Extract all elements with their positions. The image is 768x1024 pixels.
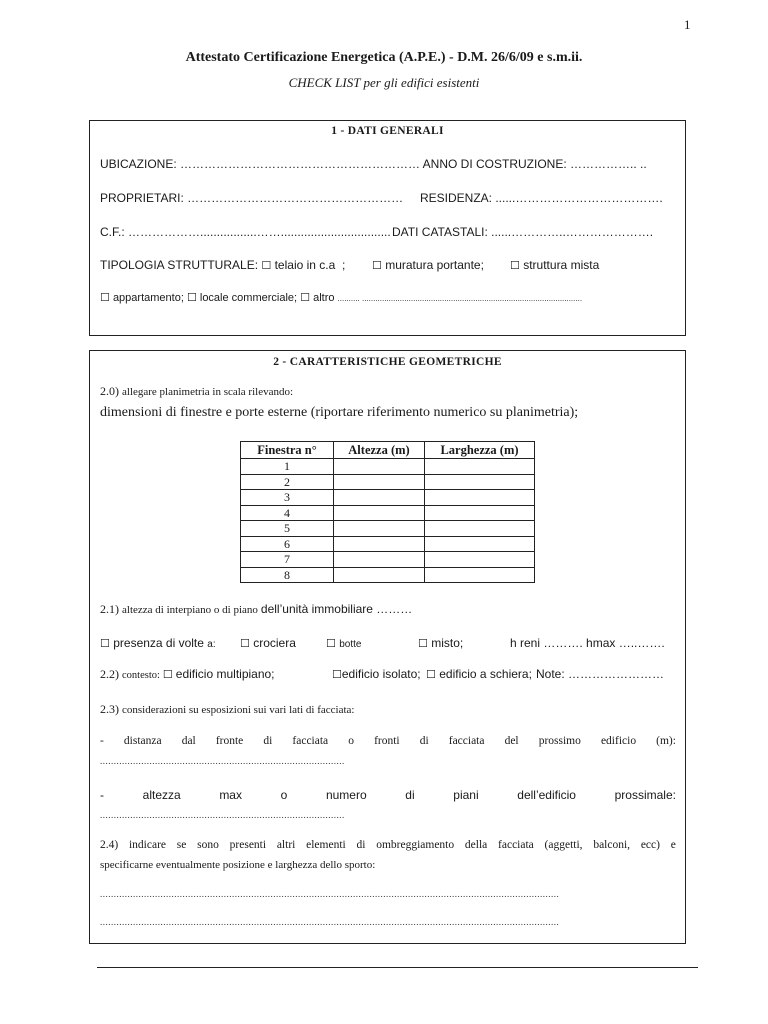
word: di — [263, 735, 273, 747]
checkbox-icon[interactable]: ☐ — [162, 668, 173, 681]
altezza-dots[interactable]: ......................................................................................... — [100, 810, 345, 820]
table-row: 8 — [241, 567, 535, 583]
section-title: 1 - DATI GENERALI — [331, 125, 444, 137]
item-2-4-line2: specificarne eventualmente posizione e larghezza dello sporto: — [100, 859, 376, 871]
item-2-4-line1 — [100, 839, 676, 851]
option-misto: ☐ misto; — [418, 636, 464, 650]
altezza-cell[interactable] — [334, 536, 425, 552]
table-row: 6 — [241, 536, 535, 552]
word: presenti — [229, 839, 267, 851]
item-2-0-detail: dimensioni di finestre e porte esterne (riportare riferimento numerico su planimetria); — [100, 405, 579, 420]
word: sono — [197, 839, 219, 851]
larghezza-cell[interactable] — [425, 521, 535, 537]
altezza-cell[interactable] — [334, 552, 425, 568]
word: dal — [181, 735, 196, 747]
checkbox-icon[interactable]: ☐ — [100, 291, 110, 304]
word: elementi — [306, 839, 346, 851]
checkbox-icon[interactable]: ☐ — [300, 291, 311, 304]
word: altezza — [142, 788, 181, 802]
tipologia-label: TIPOLOGIA STRUTTURALE: — [100, 258, 259, 272]
word: 2.4) — [100, 839, 119, 851]
distanza-row — [100, 735, 676, 747]
larghezza-cell[interactable] — [425, 567, 535, 583]
checkbox-icon[interactable]: ☐ — [326, 637, 336, 650]
larghezza-cell[interactable] — [425, 505, 535, 521]
word: (aggetti, — [544, 839, 583, 851]
dots-line[interactable]: ....................................................................................................................................................................... — [100, 889, 560, 899]
larghezza-cell[interactable] — [425, 552, 535, 568]
word: dell’edificio — [517, 788, 576, 802]
word: prossimale: — [614, 788, 676, 802]
checkbox-icon[interactable]: ☐ — [510, 259, 520, 272]
larghezza-cell[interactable] — [425, 459, 535, 475]
table-row: 5 — [241, 521, 535, 537]
option-locale: locale commerciale; — [199, 292, 298, 304]
section-caratteristiche-geometriche — [89, 350, 686, 944]
word: piani — [453, 788, 479, 802]
word: fronti — [374, 735, 400, 747]
checkbox-icon[interactable]: ☐ — [332, 668, 342, 681]
residenza-field[interactable]: RESIDENZA: ......………………………………. — [420, 191, 663, 205]
footer-rule — [97, 967, 698, 968]
option-botte: ☐ botte — [326, 637, 362, 650]
word: di — [419, 735, 429, 747]
dati-catastali-field[interactable]: DATI CATASTALI: ......…………..…………………. — [392, 225, 654, 239]
col-altezza: Altezza (m) — [334, 442, 425, 459]
word: ombreggiamento — [376, 839, 455, 851]
item-2-2: 2.2) contesto: ☐ edificio multipiano; — [100, 667, 275, 681]
word: (m): — [656, 735, 676, 747]
table-row: 1 — [241, 459, 535, 475]
volte-label: presenza di volte — [113, 636, 204, 650]
word: di — [405, 788, 415, 802]
volte-row: ☐ presenza di volte a: — [100, 636, 216, 650]
word: numero — [325, 788, 367, 802]
altezza-cell[interactable] — [334, 505, 425, 521]
option-schiera: ☐ edificio a schiera; — [426, 667, 532, 681]
col-larghezza: Larghezza (m) — [425, 442, 535, 459]
proprietari-field[interactable]: PROPRIETARI: ……………………………………………… — [100, 191, 404, 205]
uso-row — [100, 291, 582, 304]
word: della — [464, 839, 488, 851]
tip-separator: ; — [342, 258, 346, 272]
checkbox-icon[interactable]: ☐ — [426, 668, 436, 681]
option-isolato: ☐edificio isolato; — [332, 667, 421, 681]
col-finestra: Finestra n° — [241, 442, 334, 459]
table-row: 7 — [241, 552, 535, 568]
larghezza-cell[interactable] — [425, 536, 535, 552]
table-row: 4 — [241, 505, 535, 521]
item-2-3: 2.3) considerazioni su esposizioni sui vari lati di facciata: — [100, 702, 355, 716]
checkbox-icon[interactable]: ☐ — [240, 637, 250, 650]
word: fronte — [215, 735, 244, 747]
altro-dots[interactable]: .......... ................................................................................................... — [337, 294, 583, 303]
option-muratura: ☐ muratura portante; — [372, 258, 484, 272]
checkbox-icon[interactable]: ☐ — [186, 291, 197, 304]
word: facciata — [448, 735, 485, 747]
word: ecc) — [640, 839, 660, 851]
word: prossimo — [538, 735, 581, 747]
altezza-cell[interactable] — [334, 567, 425, 583]
cf-field[interactable]: C.F.: ……………….................……................................. — [100, 225, 391, 239]
word: - — [100, 735, 104, 747]
h-reni-field[interactable]: h reni ………. hmax …..……. — [510, 636, 665, 650]
larghezza-cell[interactable] — [425, 490, 535, 506]
item-2-1: 2.1) altezza di interpiano o di piano dell’unità immobiliare ……… — [100, 602, 413, 616]
page-number: 1 — [684, 17, 691, 32]
word: o — [348, 735, 354, 747]
word: - — [100, 788, 104, 802]
word: del — [504, 735, 519, 747]
altezza-cell[interactable] — [334, 474, 425, 490]
item-2-0: 2.0) allegare planimetria in scala rilevando: — [100, 384, 294, 398]
distanza-dots[interactable]: ......................................................................................... — [100, 756, 345, 766]
larghezza-cell[interactable] — [425, 474, 535, 490]
option-appartamento: appartamento; — [112, 292, 184, 304]
dots-line[interactable]: ....................................................................................................................................................................... — [100, 917, 560, 927]
altezza-cell[interactable] — [334, 490, 425, 506]
word: balconi, — [593, 839, 631, 851]
note-field[interactable]: Note: …………………… — [536, 667, 665, 681]
option-telaio: telaio in c.a — [274, 258, 336, 272]
word: altri — [276, 839, 296, 851]
checkbox-icon[interactable]: ☐ — [372, 259, 382, 272]
section-dati-generali — [89, 120, 686, 336]
altezza-cell[interactable] — [334, 521, 425, 537]
section-title: 2 - CARATTERISTICHE GEOMETRICHE — [273, 356, 502, 368]
table-header-row — [241, 442, 535, 459]
word: se — [176, 839, 187, 851]
document-subtitle: CHECK LIST per gli edifici esistenti — [288, 75, 480, 90]
word: e — [670, 839, 676, 851]
checkbox-icon[interactable]: ☐ — [418, 637, 428, 650]
word: facciata — [498, 839, 534, 851]
word: distanza — [123, 735, 162, 747]
table-row: 3 — [241, 490, 535, 506]
option-mista: ☐ struttura mista — [510, 258, 600, 272]
checkbox-icon[interactable]: ☐ — [100, 637, 110, 650]
word: o — [280, 788, 288, 802]
option-altro: altro — [313, 292, 335, 304]
finestre-table — [240, 441, 535, 583]
word: indicare — [128, 839, 167, 851]
word: facciata — [292, 735, 329, 747]
table-row: 2 — [241, 474, 535, 490]
tipologia-row — [100, 258, 335, 272]
word: max — [219, 788, 242, 802]
word: edificio — [600, 735, 637, 747]
word: di — [356, 839, 366, 851]
altezza-cell[interactable] — [334, 459, 425, 475]
option-crociera: ☐ crociera — [240, 636, 296, 650]
altezza-row — [100, 788, 676, 802]
ubicazione-field[interactable]: UBICAZIONE: …………………………………………………… ANNO DI COSTRUZIONE: …………….. .. — [100, 157, 647, 171]
checkbox-icon[interactable]: ☐ — [261, 259, 272, 272]
document-title: Attestato Certificazione Energetica (A.P.E.) - D.M. 26/6/09 e s.m.ii. — [185, 50, 583, 65]
